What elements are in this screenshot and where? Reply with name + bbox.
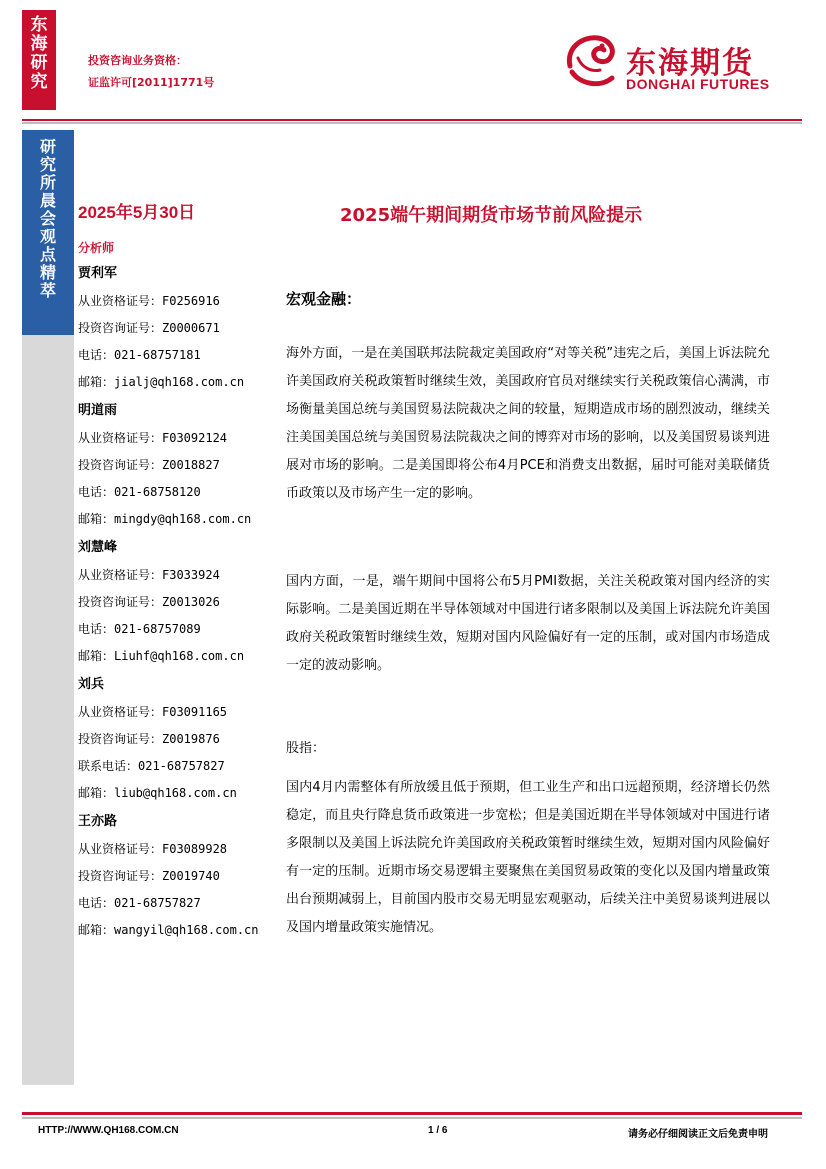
analyst-email[interactable]: 邮箱：mingdy@qh168.com.cn bbox=[78, 512, 252, 526]
header-divider-gray bbox=[22, 122, 802, 124]
section-heading-macro: 宏观金融： bbox=[286, 290, 362, 308]
analyst-phone: 联系电话：021-68757827 bbox=[78, 759, 225, 773]
analyst-email[interactable]: 邮箱：wangyil@qh168.com.cn bbox=[78, 923, 259, 937]
analyst-advisory: 投资咨询证号：Z0013026 bbox=[78, 595, 220, 609]
analyst-advisory: 投资咨询证号：Z0019876 bbox=[78, 732, 220, 746]
logo-text-cn: 东海期货 bbox=[626, 46, 754, 81]
analyst-list bbox=[78, 262, 278, 947]
analyst-name: 明道雨 bbox=[78, 403, 118, 418]
qualification-license: 证监许可[2011]1771号 bbox=[88, 76, 215, 89]
report-title: 2025端午期间期货市场节前风险提示 bbox=[340, 205, 643, 226]
analyst-email[interactable]: 邮箱：Liuhf@qh168.com.cn bbox=[78, 649, 245, 663]
footer-url-link[interactable]: HTTP://WWW.QH168.COM.CN bbox=[38, 1125, 179, 1136]
analyst-name: 刘兵 bbox=[78, 677, 105, 692]
sidebar-vertical-text: 研 究 所 晨 会 观 点 精 萃 bbox=[39, 137, 56, 300]
analyst-card bbox=[78, 262, 278, 399]
qualification-block bbox=[88, 50, 214, 94]
page-number: 1 / 6 bbox=[428, 1125, 448, 1136]
analyst-phone: 电话：021-68757089 bbox=[78, 622, 201, 636]
footer-divider-red bbox=[22, 1112, 802, 1115]
analyst-card bbox=[78, 399, 278, 536]
analyst-advisory: 投资咨询证号：Z0019740 bbox=[78, 869, 220, 883]
analyst-advisory: 投资咨询证号：Z0018827 bbox=[78, 458, 220, 472]
analyst-card bbox=[78, 673, 278, 810]
analyst-cert: 从业资格证号：F3033924 bbox=[78, 568, 220, 582]
dragon-logo-icon bbox=[560, 28, 622, 98]
logo-text-en: DONGHAI FUTURES bbox=[626, 76, 770, 92]
paragraph-overseas: 海外方面，一是在美国联邦法院裁定美国政府“对等关税”违宪之后，美国上诉法院允许美国政府关税政策暂时继续生效，美国政府官员对继续实行关税政策信心满满，市场衡量美国总统与美国贸易法院裁决之间的较量，短期造成市场的剧烈波动，继续关注美国美国总统与美国贸易法院裁决之间的博弈对市场的影响，以及美国贸易谈判进展对市场的影响。二是美国即将公布4月PCE和消费支出数据，届时可能对美联储货币政策以及市场产生一定的影响。 bbox=[286, 346, 770, 501]
stock-index-label: 股指： bbox=[286, 741, 326, 756]
analyst-card bbox=[78, 810, 278, 947]
analyst-phone: 电话：021-68758120 bbox=[78, 485, 201, 499]
analyst-advisory: 投资咨询证号：Z0000671 bbox=[78, 321, 220, 335]
analyst-name: 王亦路 bbox=[78, 814, 118, 829]
company-logo bbox=[560, 28, 800, 98]
analyst-cert: 从业资格证号：F03091165 bbox=[78, 705, 228, 719]
analyst-cert: 从业资格证号：F03089928 bbox=[78, 842, 228, 856]
footer-divider-gray bbox=[22, 1117, 802, 1119]
footer-disclaimer: 请务必仔细阅读正文后免责申明 bbox=[628, 1129, 768, 1140]
analyst-email[interactable]: 邮箱：jialj@qh168.com.cn bbox=[78, 375, 245, 389]
report-date: 2025年5月30日 bbox=[78, 203, 196, 222]
paragraph-stock-index: 国内4月内需整体有所放缓且低于预期，但工业生产和出口远超预期，经济增长仍然稳定，而且央行降息货币政策进一步宽松；但是美国近期在半导体领域对中国进行诸多限制以及美国上诉法院允许美国政府关税政策暂时继续生效，短期对国内风险偏好有一定的压制。近期市场交易逻辑主要聚焦在美国贸易政策的变化以及国内增量政策出台预期减弱上，目前国内股市交易无明显宏观驱动，后续关注中美贸易谈判进展以及国内增量政策实施情况。 bbox=[286, 780, 770, 935]
analyst-name: 贾利军 bbox=[78, 266, 118, 281]
paragraph-domestic: 国内方面，一是，端午期间中国将公布5月PMI数据，关注关税政策对国内经济的实际影响。二是美国近期在半导体领域对中国进行诸多限制以及美国上诉法院允许美国政府关税政策暂时继续生效，短期对国内风险偏好有一定的压制，或对国内市场造成一定的波动影响。 bbox=[286, 574, 770, 673]
header-divider-red bbox=[22, 119, 802, 121]
analyst-label: 分析师 bbox=[78, 241, 115, 255]
sidebar-accent-block bbox=[22, 130, 74, 335]
brand-vertical-text: 东 海 研 究 bbox=[30, 15, 48, 92]
analyst-cert: 从业资格证号：F03092124 bbox=[78, 431, 228, 445]
left-sidebar bbox=[22, 130, 74, 1085]
analyst-phone: 电话：021-68757181 bbox=[78, 348, 201, 362]
analyst-phone: 电话：021-68757827 bbox=[78, 896, 201, 910]
analyst-card bbox=[78, 536, 278, 673]
analyst-name: 刘慧峰 bbox=[78, 540, 118, 555]
qualification-title: 投资咨询业务资格： bbox=[88, 54, 187, 67]
analyst-cert: 从业资格证号：F0256916 bbox=[78, 294, 220, 308]
brand-tab bbox=[22, 10, 56, 110]
analyst-email[interactable]: 邮箱：liub@qh168.com.cn bbox=[78, 786, 237, 800]
